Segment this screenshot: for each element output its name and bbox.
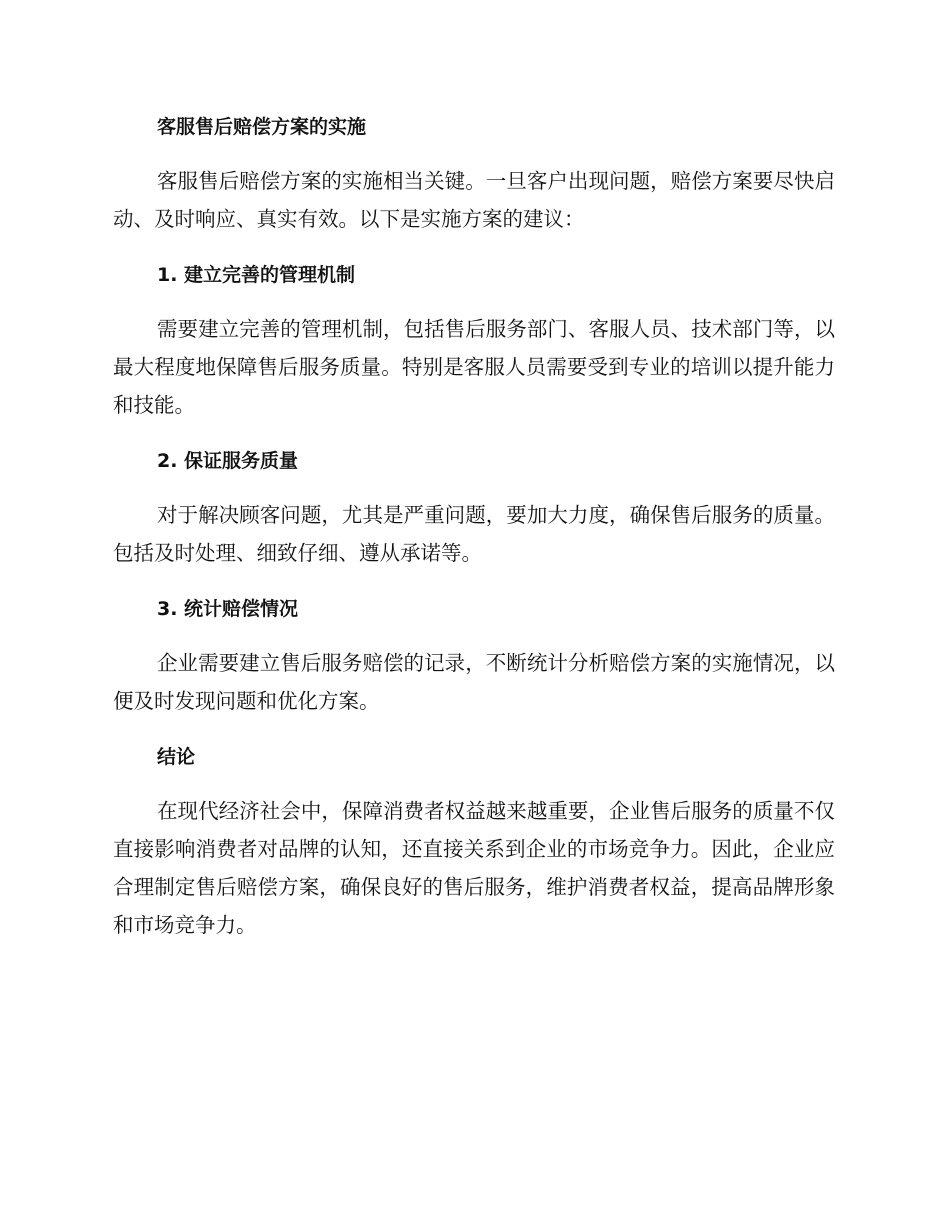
section-heading-management: 1. 建立完善的管理机制 bbox=[157, 264, 356, 286]
section-paragraph-quality: 对于解决顾客问题，尤其是严重问题，要加大力度，确保售后服务的质量。包括及时处理、细致仔细、遵从承诺等。 bbox=[113, 503, 835, 565]
section-heading-conclusion: 结论 bbox=[157, 746, 196, 768]
section-paragraph-conclusion: 在现代经济社会中，保障消费者权益越来越重要，企业售后服务的质量不仅直接影响消费者对品牌的认知，还直接关系到企业的市场竞争力。因此，企业应合理制定售后赔偿方案，确保良好的售后服务，维护消费者权益，提高品牌形象和市场竞争力。 bbox=[113, 799, 835, 937]
section-heading-statistics: 3. 统计赔偿情况 bbox=[157, 598, 299, 620]
section-paragraph-management: 需要建立完善的管理机制，包括售后服务部门、客服人员、技术部门等，以最大程度地保障售后服务质量。特别是客服人员需要受到专业的培训以提升能力和技能。 bbox=[113, 317, 835, 417]
section-heading-implementation: 客服售后赔偿方案的实施 bbox=[157, 116, 367, 138]
section-paragraph-implementation: 客服售后赔偿方案的实施相当关键。一旦客户出现问题，赔偿方案要尽快启动、及时响应、真实有效。以下是实施方案的建议： bbox=[113, 169, 835, 231]
section-heading-quality: 2. 保证服务质量 bbox=[157, 450, 299, 472]
document-body bbox=[113, 108, 835, 944]
section-paragraph-statistics: 企业需要建立售后服务赔偿的记录，不断统计分析赔偿方案的实施情况，以便及时发现问题和优化方案。 bbox=[113, 651, 835, 713]
